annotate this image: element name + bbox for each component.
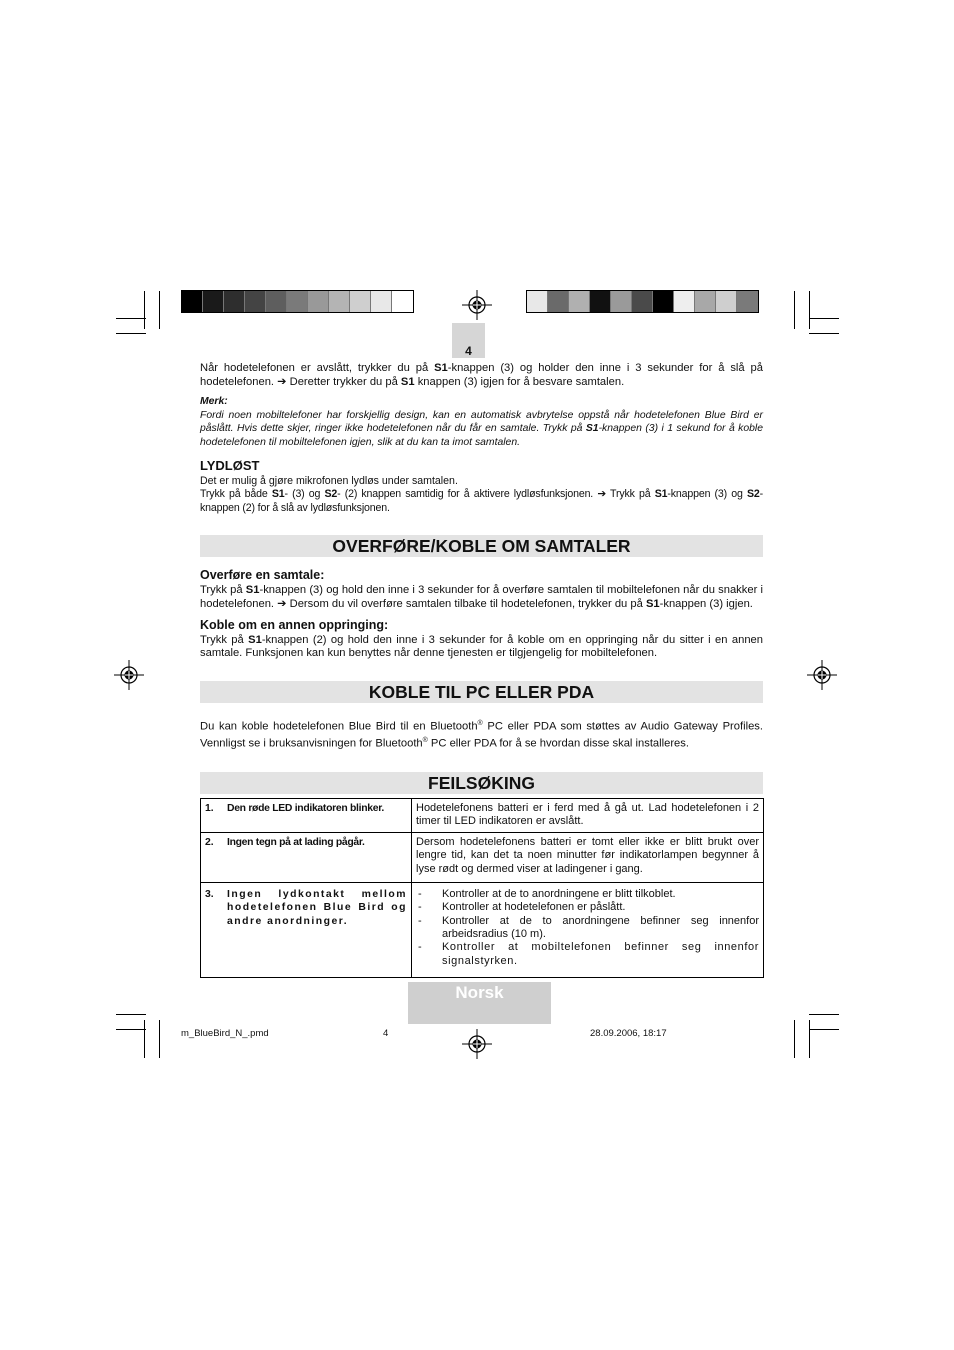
text: -knappen (3) igjen.	[659, 597, 753, 610]
footer-date: 28.09.2006, 18:17	[590, 1028, 667, 1039]
section-heading-transfer: OVERFØRE/KOBLE OM SAMTALER	[200, 535, 763, 557]
button-ref: S1	[400, 375, 415, 388]
arrow-right-icon: ➔	[277, 597, 287, 610]
row-number: 3.	[205, 888, 214, 900]
button-ref: S1	[434, 362, 448, 374]
registration-mark-icon	[462, 290, 492, 320]
text: PC eller PDA som støttes av Audio Gateway Profiles. Vennligst se i bruksanvisningen for Bluetooth	[200, 720, 763, 750]
text: PC eller PDA for å se hvordan disse skal installeres.	[427, 738, 689, 750]
text: - (3) og	[284, 488, 325, 501]
section-heading-troubleshooting: FEILSØKING	[200, 772, 763, 794]
crop-mark	[116, 1014, 146, 1015]
problem-text: Ingen tegn på at lading pågår.	[227, 836, 365, 848]
crop-mark	[794, 291, 795, 329]
button-ref: S2	[324, 488, 338, 501]
crop-mark	[809, 1029, 839, 1030]
list-item	[416, 901, 759, 914]
page-number-tab	[452, 323, 485, 358]
text: Når hodetelefonen er avslått, trykker du på	[200, 362, 435, 374]
button-ref: S2	[746, 488, 760, 501]
problem-cell	[201, 832, 412, 882]
dash-bullet: -	[418, 901, 422, 914]
text: -knappen (3) og hold den inne i 3 sekunder for å overføre samtalen til mobiltelefonen når du snakker i hodetelefonen.	[200, 583, 764, 610]
troubleshooting-table	[200, 798, 764, 978]
section-heading-pc: KOBLE TIL PC ELLER PDA	[200, 681, 763, 703]
subheading-switch-call: Koble om en annen oppringing:	[200, 618, 389, 633]
bullet-text: Kontroller at mobiltelefonen befinner seg innenfor signalstyrken.	[442, 941, 759, 967]
row-number: 1.	[205, 803, 214, 814]
table-row	[201, 882, 764, 977]
list-item	[416, 888, 759, 901]
registration-mark-icon	[462, 1029, 492, 1059]
color-bar-right	[526, 290, 759, 313]
list-item	[416, 941, 759, 968]
pc-paragraph	[200, 717, 763, 752]
transfer-paragraph	[200, 584, 763, 611]
text: Dersom du vil overføre samtalen tilbake til hodetelefonen, trykker du på	[286, 597, 646, 610]
crop-mark	[159, 1020, 160, 1058]
registered-mark: ®	[477, 719, 483, 727]
bullet-text: Kontroller at hodetelefonen er påslått.	[442, 901, 626, 914]
crop-mark	[116, 1029, 146, 1030]
text: - (2) knappen samtidig for å aktivere lydløsfunksjonen.	[337, 488, 598, 501]
footer-page: 4	[383, 1028, 389, 1039]
text: Trykk på både	[200, 488, 272, 501]
text: Du kan koble hodetelefonen Blue Bird til en Bluetooth	[200, 720, 478, 733]
registration-mark-icon	[114, 660, 144, 690]
crop-mark	[794, 1020, 795, 1058]
bullet-text: Kontroller at de to anordningene befinner seg innenfor arbeidsradius (10 m).	[442, 914, 759, 941]
dash-bullet: -	[418, 887, 422, 900]
mute-heading: LYDLØST	[200, 458, 260, 473]
crop-mark	[116, 318, 146, 319]
crop-mark	[809, 333, 839, 334]
list-item	[416, 915, 759, 942]
crop-mark	[144, 1020, 145, 1058]
text: -knappen (2) for å slå av lydløsfunksjonen.	[200, 488, 763, 514]
problem-cell	[201, 882, 412, 977]
footer-filename: m_BlueBird_N_.pmd	[181, 1028, 269, 1039]
registration-mark-icon	[807, 660, 837, 690]
crop-mark	[809, 1020, 810, 1058]
problem-text: Ingen lydkontakt mellom hodetelefonen Blue Bird og andre anordninger.	[227, 888, 407, 927]
row-number: 2.	[205, 836, 214, 848]
problem-cell	[201, 799, 412, 833]
text: Trykk på	[200, 583, 246, 596]
crop-mark	[809, 1014, 839, 1015]
button-ref: S1	[271, 488, 285, 501]
bullet-text: Kontroller at de to anordningene er blitt tilkoblet.	[442, 887, 676, 900]
intro-paragraph	[200, 362, 763, 389]
crop-mark	[809, 291, 810, 329]
solution-cell	[412, 882, 764, 977]
dash-bullet: -	[418, 941, 422, 954]
crop-mark	[159, 291, 160, 329]
text: -knappen (3) og holder den inne i 3 sekunder for å slå på hodetelefonen.	[200, 362, 763, 388]
mute-instructions	[200, 488, 763, 515]
note-label: Merk:	[200, 396, 228, 408]
problem-text: Den røde LED indikatoren blinker.	[227, 803, 384, 814]
button-ref: S1	[248, 633, 262, 646]
button-ref: S1	[585, 423, 599, 435]
page-content	[200, 362, 763, 808]
crop-mark	[144, 291, 145, 329]
button-ref: S1	[654, 488, 668, 501]
text: Deretter trykker du på	[286, 375, 401, 388]
color-bar-left	[181, 290, 414, 313]
solution-cell: Hodetelefonens batteri er i ferd med å gå ut. Lad hodetelefonen i 2 timer til LED indikatoren er avslått.	[412, 799, 764, 833]
language-tab: Norsk	[408, 982, 551, 1024]
solution-cell: Dersom hodetelefonens batteri er tomt eller ikke er blitt brukt over lengre tid, kan det ta noen minutter før indikatorlampen begynner å lyse rødt og dermed viser at ladingener i gang.	[412, 832, 764, 882]
text: -knappen (3) og	[667, 488, 747, 501]
arrow-right-icon: ➔	[277, 375, 287, 388]
button-ref: S1	[245, 583, 260, 596]
text: -knappen (2) og hold den inne i 3 sekunder for å koble om en oppringing når du sitter i en annen samtale. Funksjonen kan kun benyttes når denne tjenesten er tilgjengelig for mobiltelefonen.	[200, 633, 763, 660]
arrow-right-icon: ➔	[597, 488, 607, 501]
note-text	[200, 409, 763, 449]
button-ref: S1	[645, 597, 660, 610]
dash-bullet: -	[418, 914, 422, 927]
crop-mark	[809, 318, 839, 319]
mute-line: Det er mulig å gjøre mikrofonen lydløs under samtalen.	[200, 474, 458, 487]
registered-mark: ®	[422, 737, 428, 745]
table-row	[201, 799, 764, 833]
table-row	[201, 832, 764, 882]
text: knappen (3) igjen for å besvare samtalen.	[414, 375, 625, 388]
subheading-transfer-call: Overføre en samtale:	[200, 568, 325, 583]
page-number: 4	[465, 344, 472, 358]
switch-paragraph	[200, 634, 763, 661]
text: Trykk på	[606, 488, 655, 501]
crop-mark	[116, 333, 146, 334]
text: Fordi noen mobiltelefoner har forskjellig design, kan en automatisk avbrytelse oppstå når hodetelefonen Blue Bird er påslått. Hvis dette skjer, ringer ikke hodetelefonen når du får en samtale. Trykk på	[200, 409, 763, 435]
text: Trykk på	[200, 633, 249, 646]
text: -knappen (3) i 1 sekund for å koble hodetelefonen til mobiltelefonen igjen, slik at du kan ta imot samtalen.	[200, 423, 764, 448]
